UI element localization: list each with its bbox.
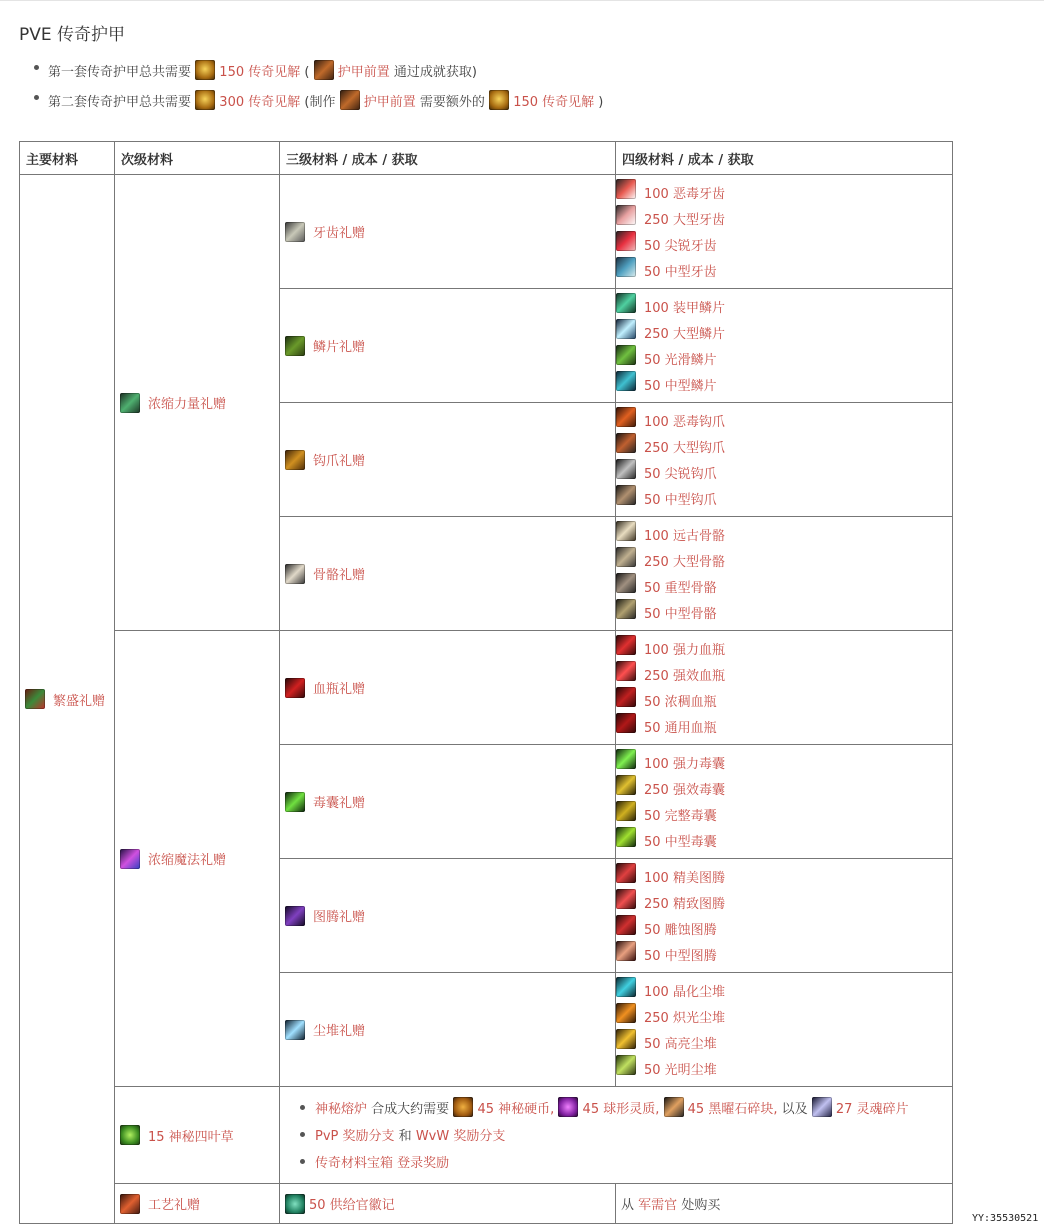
quaternary-cell [616,289,953,403]
list-item [616,486,952,512]
claw-icon [616,407,636,427]
secondary-link[interactable]: 工艺礼赠 [148,1198,201,1213]
mystic-coin-icon [453,1097,473,1117]
list-item [616,522,952,548]
source-text: 从 [621,1198,635,1213]
list-item [616,978,952,1004]
table-header-row [20,142,953,175]
fang-gift-icon [285,222,305,242]
bone-icon [616,547,636,567]
item-link[interactable]: 100 强力毒囊 [644,757,725,772]
item-link[interactable]: 50 中型鳞片 [644,379,717,394]
table-row [20,1087,953,1184]
list-item [616,372,952,398]
intro-text: ) [598,95,604,110]
tertiary-cell [280,859,616,973]
totem-gift-icon [285,906,305,926]
source-text: 处购买 [681,1198,721,1213]
bone-gift-icon [285,564,305,584]
item-link[interactable]: 50 尖锐钩爪 [644,467,717,482]
venom-sac-icon [616,827,636,847]
intro-line-1 [32,58,603,88]
scale-icon [616,293,636,313]
fang-icon [616,231,636,251]
primary-link[interactable]: 繁盛礼赠 [53,693,106,709]
list-item [616,346,952,372]
vial-of-blood-icon [616,635,636,655]
list-item [616,636,952,662]
scale-icon [616,345,636,365]
dust-icon [616,1003,636,1023]
item-link[interactable]: 250 精致图腾 [644,897,725,912]
item-link[interactable]: 50 完整毒囊 [644,809,717,824]
ectoplasm-link[interactable]: 45 球形灵质, [582,1102,660,1117]
secondary-cell [115,631,280,1087]
legendary-insight-icon [195,60,215,80]
claw-gift-icon [285,450,305,470]
item-link[interactable]: 250 强效毒囊 [644,783,725,798]
tertiary-cell [280,973,616,1087]
quaternary-cell [616,631,953,745]
list-item [616,206,952,232]
list-item [616,828,952,854]
list-item [616,750,952,776]
tertiary-link[interactable]: 血瓶礼赠 [313,682,366,697]
quaternary-cell [616,745,953,859]
intro-text: ( [304,65,310,80]
blood-gift-icon [285,678,305,698]
gift-of-fortune-icon [25,689,45,709]
list-item [616,232,952,258]
item-link[interactable]: 100 精美图腾 [644,871,725,886]
top-divider [0,0,1044,1]
dust-gift-icon [285,1020,305,1040]
armor-precursor-link[interactable]: 护甲前置 [363,95,416,110]
primary-cell [20,175,115,1224]
tertiary-link[interactable]: 钩爪礼赠 [313,454,366,469]
item-link[interactable]: 100 强力血瓶 [644,643,725,658]
intro-text: 第一套传奇护甲总共需要 [48,65,192,80]
table-row [20,175,953,289]
list-item [616,460,952,486]
quaternary-cell [616,517,953,631]
item-link[interactable]: 50 雕蚀图腾 [644,923,717,938]
list-item [616,776,952,802]
list-item [616,258,952,284]
item-link[interactable]: 50 高亮尘堆 [644,1037,717,1052]
item-link[interactable]: 50 光滑鳞片 [644,353,717,368]
mystic-forge-link[interactable]: 神秘熔炉 [315,1102,368,1117]
item-link[interactable]: 100 晶化尘堆 [644,985,725,1000]
legendary-insight-icon [195,90,215,110]
tertiary-link[interactable]: 图腾礼赠 [313,910,366,925]
intro-text: (制作 [304,95,336,110]
list-item [616,294,952,320]
clover-text: 以及 [781,1102,808,1117]
list-item [616,916,952,942]
list-item [616,688,952,714]
tertiary-cell [280,289,616,403]
bone-icon [616,573,636,593]
list-item [300,1123,952,1150]
wvw-reward-track-link[interactable]: WvW 奖励分支 [415,1129,506,1144]
dust-icon [616,1029,636,1049]
list-item [616,662,952,688]
quartermaster-link[interactable]: 军需官 [638,1198,678,1213]
item-link[interactable]: 50 浓稠血瓶 [644,695,717,710]
scale-gift-icon [285,336,305,356]
tertiary-cell [280,745,616,859]
tertiary-link[interactable]: 毒囊礼赠 [313,796,366,811]
tertiary-cell [280,517,616,631]
armor-precursor-icon [314,60,334,80]
legendary-chest-link[interactable]: 传奇材料宝箱 [315,1156,394,1171]
list-item [616,548,952,574]
claw-icon [616,433,636,453]
list-item [616,714,952,740]
tertiary-link[interactable]: 牙齿礼赠 [313,226,366,241]
tertiary-cell [280,1184,616,1224]
table-row [20,631,953,745]
quaternary-cell [616,973,953,1087]
item-link[interactable]: 100 恶毒钩爪 [644,415,725,430]
dust-icon [616,1055,636,1075]
tertiary-cell [280,175,616,289]
clover-text: 合成大约需要 [371,1102,450,1117]
tertiary-cell [280,403,616,517]
craftsmanship-icon [120,1194,140,1214]
legendary-insight-link[interactable]: 150 传奇见解 [219,65,301,80]
spirit-shard-link[interactable]: 27 灵魂碎片 [835,1102,909,1117]
item-link[interactable]: 50 中型钩爪 [644,493,717,508]
item-link[interactable]: 50 光明尘堆 [644,1063,717,1078]
totem-icon [616,889,636,909]
quaternary-cell [616,175,953,289]
item-link[interactable]: 100 装甲鳞片 [644,301,725,316]
item-link[interactable]: 250 强效血瓶 [644,669,725,684]
mystic-coin-link[interactable]: 45 神秘硬币, [477,1102,555,1117]
bone-icon [616,599,636,619]
quaternary-cell [616,1184,953,1224]
condensed-magic-icon [120,849,140,869]
pvp-reward-track-link[interactable]: PvP 奖励分支 [315,1129,395,1144]
clover-icon [120,1125,140,1145]
item-link[interactable]: 100 远古骨骼 [644,529,725,544]
secondary-link[interactable]: 浓缩魔法礼赠 [148,853,227,868]
item-link[interactable]: 50 尖锐牙齿 [644,239,717,254]
tertiary-link[interactable]: 50 供给官徽记 [309,1198,395,1213]
header-quaternary: 四级材料 / 成本 / 获取 [616,142,953,175]
quaternary-cell [616,859,953,973]
spirit-shard-icon [812,1097,832,1117]
list-item [616,942,952,968]
secondary-link[interactable]: 浓缩力量礼赠 [148,397,227,412]
item-link[interactable]: 250 大型钩爪 [644,441,725,456]
totem-icon [616,863,636,883]
table-row [20,1184,953,1224]
armor-precursor-icon [340,90,360,110]
totem-icon [616,915,636,935]
fang-icon [616,205,636,225]
obsidian-shard-icon [664,1097,684,1117]
materials-table [19,141,953,1224]
venom-gift-icon [285,792,305,812]
claw-icon [616,459,636,479]
header-secondary: 次级材料 [115,142,280,175]
venom-sac-icon [616,749,636,769]
list-item [616,574,952,600]
condensed-might-icon [120,393,140,413]
item-link[interactable]: 250 大型牙齿 [644,213,725,228]
clover-text: 和 [398,1129,412,1144]
venom-sac-icon [616,775,636,795]
intro-line-2 [32,88,603,118]
list-item [616,600,952,626]
list-item [616,890,952,916]
legendary-insight-icon [489,90,509,110]
item-link[interactable]: 50 中型图腾 [644,949,717,964]
bone-icon [616,521,636,541]
item-link[interactable]: 250 大型鳞片 [644,327,725,342]
list-item [616,1030,952,1056]
header-primary: 主要材料 [20,142,115,175]
secondary-cell [115,175,280,631]
fang-icon [616,257,636,277]
list-item [300,1150,952,1177]
item-link[interactable]: 50 中型牙齿 [644,265,717,280]
tertiary-link[interactable]: 骨骼礼赠 [313,568,366,583]
claw-icon [616,485,636,505]
list-item [616,1056,952,1082]
clover-sources-list [280,1087,952,1183]
secondary-cell [115,1087,280,1184]
provisioner-token-icon [285,1194,305,1214]
vial-of-blood-icon [616,713,636,733]
item-link[interactable]: 50 中型毒囊 [644,835,717,850]
vial-of-blood-icon [616,661,636,681]
intro-text: 需要额外的 [419,95,485,110]
quaternary-cell [616,403,953,517]
fang-icon [616,179,636,199]
header-tertiary: 三级材料 / 成本 / 获取 [280,142,616,175]
tertiary-link[interactable]: 尘堆礼赠 [313,1024,366,1039]
list-item [300,1096,952,1123]
glob-of-ectoplasm-icon [558,1097,578,1117]
intro-text: 通过成就获取) [393,65,477,80]
intro-list [32,58,603,118]
vial-of-blood-icon [616,687,636,707]
list-item [616,320,952,346]
secondary-link[interactable]: 15 神秘四叶草 [148,1129,234,1145]
item-link[interactable]: 250 大型骨骼 [644,555,725,570]
list-item [616,864,952,890]
page-title: PVE 传奇护甲 [19,25,126,45]
scale-icon [616,371,636,391]
venom-sac-icon [616,801,636,821]
login-reward-link[interactable]: 登录奖励 [397,1156,450,1171]
list-item [616,1004,952,1030]
item-link[interactable]: 250 炽光尘堆 [644,1011,725,1026]
tertiary-cell [280,631,616,745]
list-item [616,434,952,460]
obsidian-shard-link[interactable]: 45 黑曜石碎块, [687,1102,778,1117]
scale-icon [616,319,636,339]
list-item [616,802,952,828]
legendary-insight-link[interactable]: 300 传奇见解 [219,95,301,110]
secondary-cell [115,1184,280,1224]
armor-precursor-link[interactable]: 护甲前置 [337,65,390,80]
watermark: YY:35530521 [972,1213,1039,1224]
item-link[interactable]: 100 恶毒牙齿 [644,187,725,202]
tertiary-link[interactable]: 鳞片礼赠 [313,340,366,355]
legendary-insight-link[interactable]: 150 传奇见解 [513,95,595,110]
item-link[interactable]: 50 中型骨骼 [644,607,717,622]
list-item [616,408,952,434]
totem-icon [616,941,636,961]
dust-icon [616,977,636,997]
intro-text: 第二套传奇护甲总共需要 [48,95,192,110]
list-item [616,180,952,206]
item-link[interactable]: 50 通用血瓶 [644,721,717,736]
clover-sources-cell [280,1087,953,1184]
item-link[interactable]: 50 重型骨骼 [644,581,717,596]
